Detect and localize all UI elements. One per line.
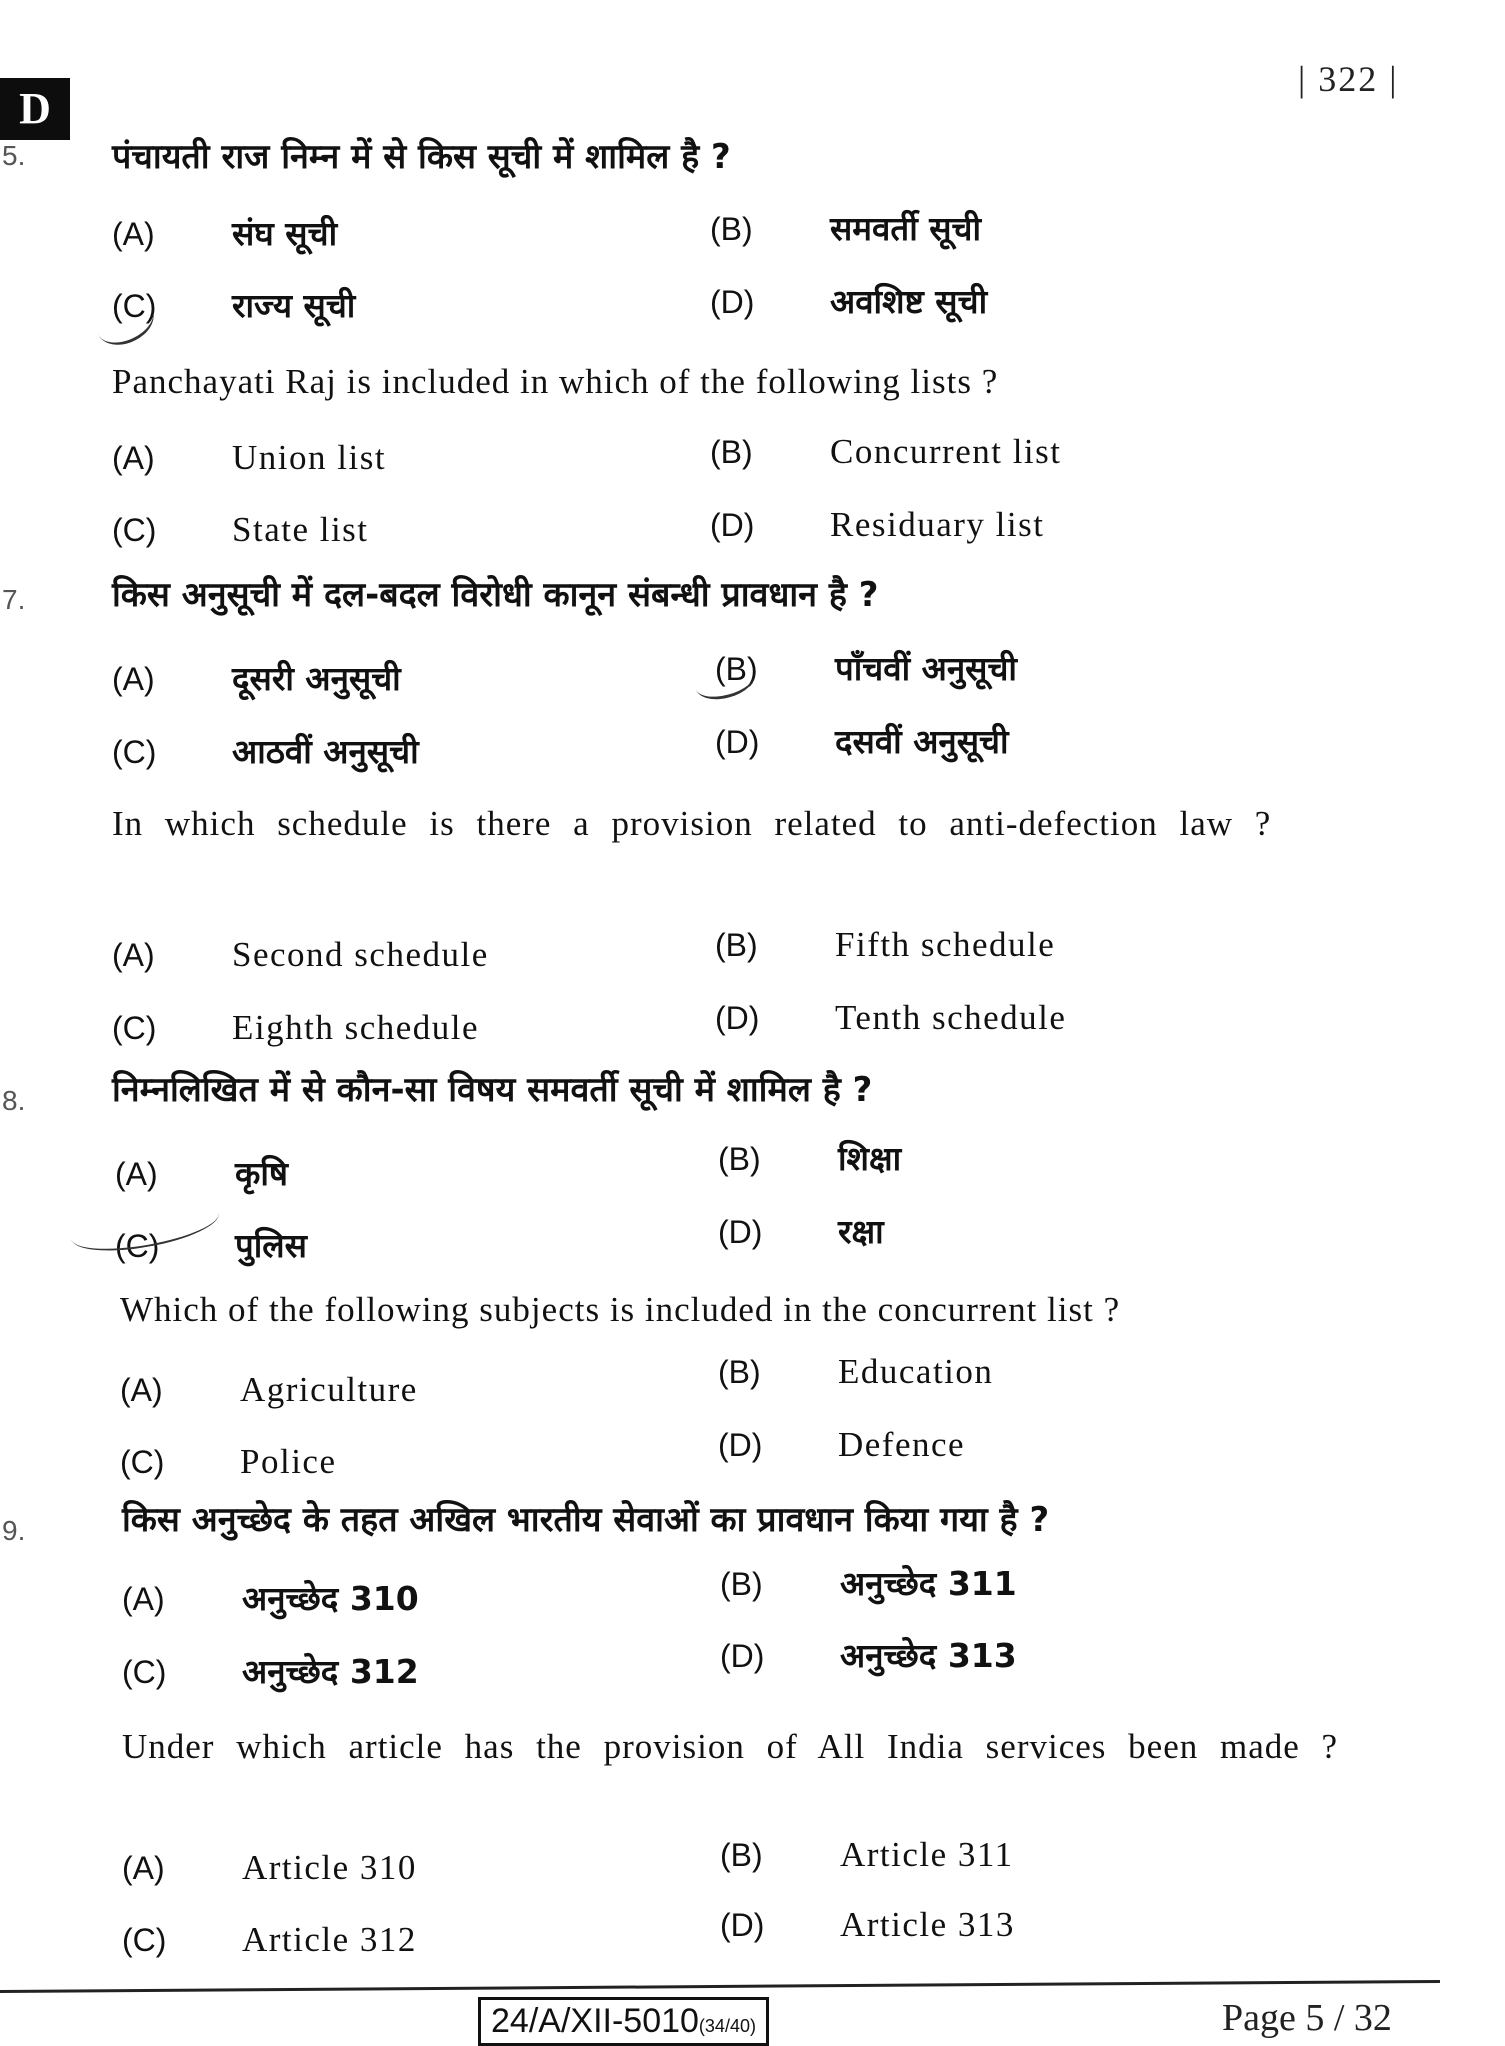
option-c-english [112, 510, 369, 550]
option-text: Eighth schedule [232, 1008, 480, 1047]
question-hindi: किस अनुसूची में दल-बदल विरोधी कानून संबन्धी प्रावधान है ? [112, 575, 879, 615]
option-c-hindi [112, 728, 419, 773]
option-text: दूसरी अनुसूची [232, 659, 401, 698]
option-a-english [122, 1848, 417, 1888]
option-text: Education [838, 1352, 994, 1391]
option-b-english [715, 925, 1055, 965]
option-d-english [710, 505, 1044, 545]
option-text: अनुच्छेद 313 [840, 1636, 1017, 1675]
option-label: (D) [715, 1000, 760, 1036]
option-text: पुलिस [235, 1226, 307, 1265]
option-text: शिक्षा [838, 1139, 902, 1178]
option-a-hindi [112, 655, 401, 700]
option-label: (D) [710, 507, 755, 543]
option-label: (A) [115, 1156, 158, 1192]
option-label: (B) [720, 1566, 763, 1602]
option-label: (C) [112, 512, 157, 548]
option-b-hindi [710, 205, 981, 250]
paper-code: 24/A/XII-5010 [491, 2002, 699, 2040]
option-b-english [720, 1835, 1014, 1875]
option-a-hindi [115, 1150, 288, 1195]
option-text: राज्य सूची [232, 286, 356, 325]
option-label: (C) [120, 1444, 165, 1480]
option-label: (D) [718, 1214, 763, 1250]
option-label: (D) [718, 1427, 763, 1463]
option-label: (A) [120, 1372, 163, 1408]
option-c-english [120, 1442, 336, 1482]
option-label: (A) [122, 1850, 165, 1886]
option-label: (A) [112, 216, 155, 252]
option-text: Article 311 [840, 1835, 1014, 1874]
question-english: In which schedule is there a provision related to anti-defection law ? [112, 804, 1272, 843]
option-text: संघ सूची [232, 214, 338, 253]
option-b-hindi [715, 645, 1017, 690]
option-text: रक्षा [838, 1212, 884, 1251]
option-b-hindi [720, 1560, 1017, 1605]
option-label: (A) [112, 937, 155, 973]
option-text: Second schedule [232, 935, 489, 974]
question-number: 9. [2, 1515, 26, 1546]
option-label: (B) [715, 651, 758, 687]
option-label: (C) [115, 1228, 160, 1264]
option-text: Agriculture [240, 1370, 418, 1409]
option-d-hindi [710, 278, 987, 323]
question-number: 5. [2, 140, 26, 171]
option-label: (C) [112, 288, 157, 324]
option-label: (A) [112, 661, 155, 697]
option-a-english [112, 935, 489, 975]
question-hindi: निम्नलिखित में से कौन-सा विषय समवर्ती सूची में शामिल है ? [112, 1070, 873, 1110]
option-label: (C) [122, 1922, 167, 1958]
option-text: दसवीं अनुसूची [835, 722, 1009, 761]
option-text: Defence [838, 1425, 966, 1464]
option-text: Tenth schedule [835, 998, 1067, 1037]
option-d-hindi [715, 718, 1009, 763]
question-english: Which of the following subjects is included in the concurrent list ? [120, 1290, 1121, 1329]
option-b-hindi [718, 1135, 901, 1180]
option-a-hindi [122, 1575, 419, 1620]
option-text: पाँचवीं अनुसूची [835, 649, 1017, 688]
page-indicator: Page 5 / 32 [1222, 1997, 1392, 2039]
option-d-english [715, 998, 1066, 1038]
option-text: Article 312 [242, 1920, 417, 1959]
option-c-hindi [122, 1648, 419, 1693]
option-b-english [710, 432, 1062, 472]
option-label: (B) [710, 211, 753, 247]
option-label: (A) [112, 440, 155, 476]
option-text: आठवीं अनुसूची [232, 732, 419, 771]
option-text: Union list [232, 438, 387, 477]
option-c-english [112, 1008, 479, 1048]
option-label: (C) [112, 734, 157, 770]
option-a-hindi [112, 210, 337, 255]
option-label: (A) [122, 1581, 165, 1617]
page-number: | 322 | [1298, 59, 1399, 99]
option-label: (B) [718, 1141, 761, 1177]
option-label: (D) [720, 1638, 765, 1674]
footer-divider [0, 1980, 1440, 1993]
option-b-english [718, 1352, 993, 1392]
option-text: कृषि [235, 1154, 288, 1193]
option-label: (C) [112, 1010, 157, 1046]
option-text: Fifth schedule [835, 925, 1056, 964]
option-text: Article 313 [840, 1905, 1015, 1944]
question-english: Panchayati Raj is included in which of the following lists ? [112, 362, 999, 401]
option-text: Article 310 [242, 1848, 417, 1887]
paper-code-suffix: (34/40) [698, 2016, 756, 2036]
question-hindi: किस अनुच्छेद के तहत अखिल भारतीय सेवाओं का प्रावधान किया गया है ? [122, 1500, 1050, 1540]
option-d-english [718, 1425, 965, 1465]
option-label: (D) [715, 724, 760, 760]
question-number: 8. [2, 1085, 26, 1116]
option-label: (D) [720, 1907, 765, 1943]
option-a-english [120, 1370, 418, 1410]
option-d-hindi [718, 1208, 884, 1253]
paper-code-box [478, 1997, 769, 2046]
set-code-badge: D [0, 78, 70, 140]
question-english: Under which article has the provision of All India services been made ? [122, 1727, 1339, 1766]
question-hindi: पंचायती राज निम्न में से किस सूची में शामिल है ? [112, 137, 731, 177]
option-label: (B) [715, 927, 758, 963]
option-label: (D) [710, 284, 755, 320]
option-text: अनुच्छेद 311 [840, 1564, 1017, 1603]
option-text: State list [232, 510, 369, 549]
option-text: समवर्ती सूची [830, 209, 982, 248]
option-text: अनुच्छेद 310 [242, 1579, 419, 1618]
option-text: अनुच्छेद 312 [242, 1652, 419, 1691]
option-label: (C) [122, 1654, 167, 1690]
option-label: (B) [710, 434, 753, 470]
option-d-english [720, 1905, 1015, 1945]
option-c-english [122, 1920, 417, 1960]
option-d-hindi [720, 1632, 1017, 1677]
option-text: Residuary list [830, 505, 1045, 544]
option-text: अवशिष्ट सूची [830, 282, 988, 321]
option-text: Police [240, 1442, 337, 1481]
question-number: 7. [2, 584, 26, 615]
option-label: (B) [720, 1837, 763, 1873]
option-a-english [112, 438, 386, 478]
option-text: Concurrent list [830, 432, 1062, 471]
option-label: (B) [718, 1354, 761, 1390]
